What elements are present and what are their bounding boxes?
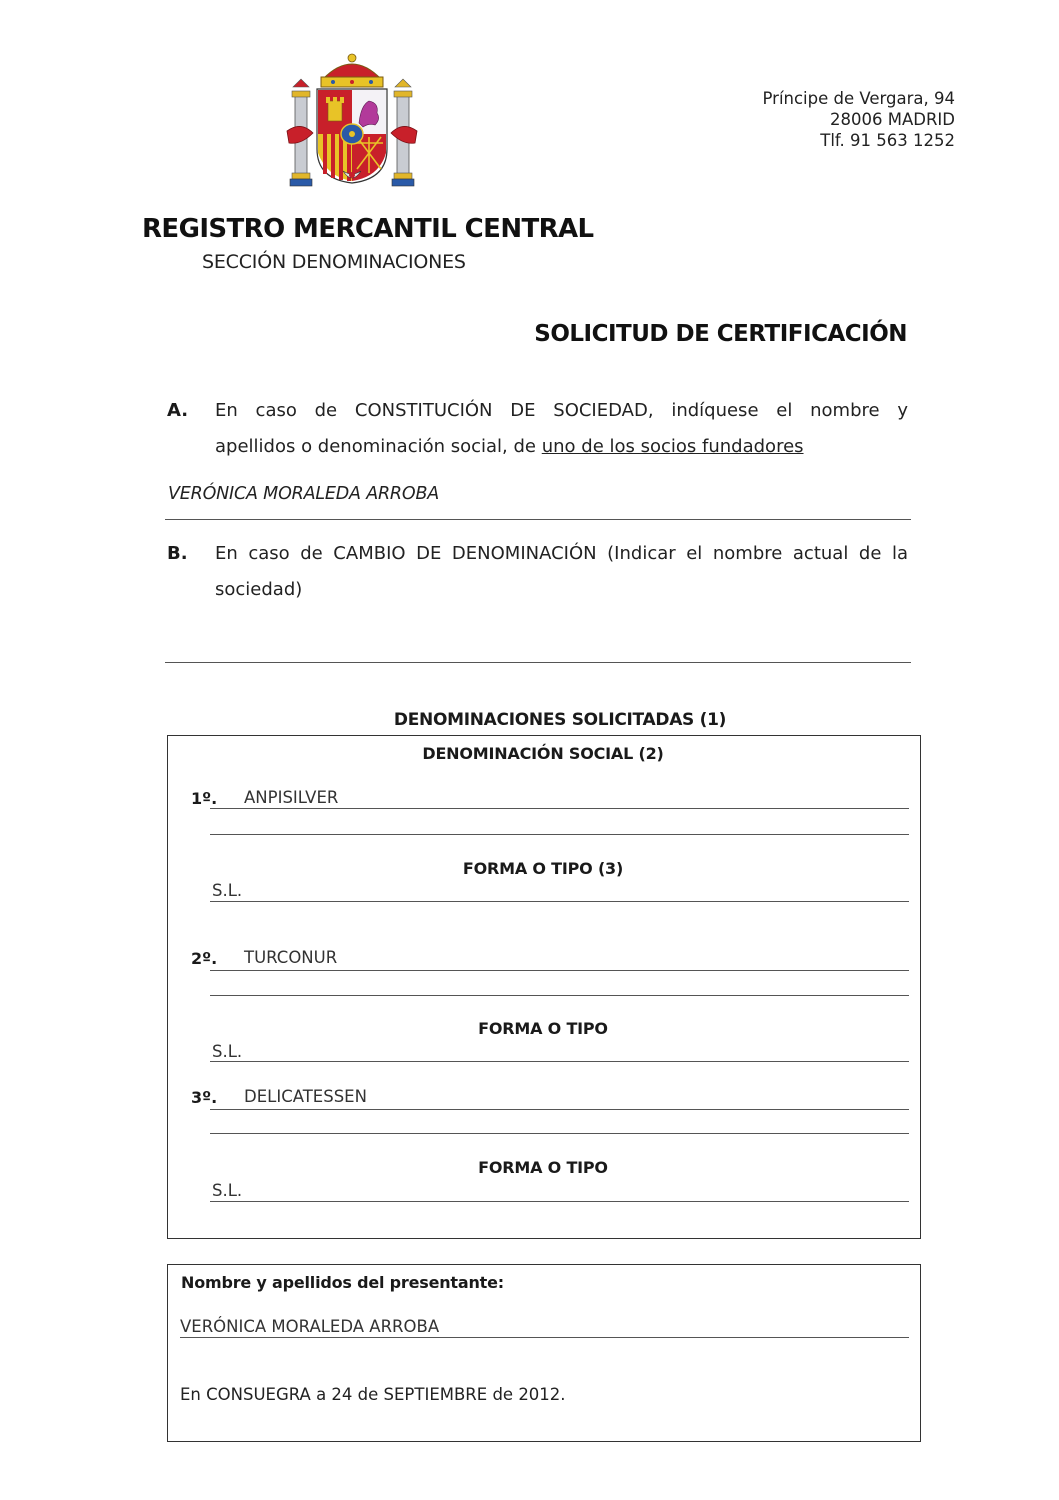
section-a-line2-prefix: apellidos o denominación social, de bbox=[215, 436, 542, 457]
section-a-line1: En caso de CONSTITUCIÓN DE SOCIEDAD, indíquese el nombre y bbox=[215, 400, 908, 421]
entry-2-name-field[interactable]: TURCONUR bbox=[244, 948, 338, 967]
entry-1-extra-line bbox=[210, 834, 909, 835]
presenter-name-line bbox=[180, 1337, 909, 1338]
entry-1-name-field[interactable]: ANPISILVER bbox=[244, 788, 339, 807]
founder-name-field[interactable]: VERÓNICA MORALEDA ARROBA bbox=[168, 484, 440, 504]
entry-2-form-label: FORMA O TIPO bbox=[478, 1019, 608, 1038]
entry-1-form-line bbox=[210, 901, 909, 902]
current-name-field[interactable] bbox=[168, 630, 908, 654]
section-a-divider bbox=[165, 519, 911, 520]
entry-1-form-field[interactable]: S.L. bbox=[212, 881, 243, 900]
entry-2-number: 2º. bbox=[191, 949, 218, 968]
presenter-label: Nombre y apellidos del presentante: bbox=[181, 1273, 504, 1292]
address-block bbox=[763, 88, 956, 151]
entry-3-number: 3º. bbox=[191, 1088, 218, 1107]
section-a-letter: A. bbox=[167, 400, 189, 421]
entry-2-name-line bbox=[210, 970, 909, 971]
coat-of-arms-emblem bbox=[283, 53, 421, 189]
section-b-text bbox=[215, 536, 908, 608]
entry-3-form-label: FORMA O TIPO bbox=[478, 1158, 608, 1177]
registry-title: REGISTRO MERCANTIL CENTRAL bbox=[142, 214, 594, 244]
entry-2-form-line bbox=[210, 1061, 909, 1062]
address-phone: Tlf. 91 563 1252 bbox=[820, 131, 955, 150]
entry-1-number: 1º. bbox=[191, 789, 218, 808]
crown-icon bbox=[321, 54, 383, 87]
section-a-line2 bbox=[215, 429, 908, 465]
entry-1-name-line bbox=[210, 808, 909, 809]
place-date-text: En CONSUEGRA a 24 de SEPTIEMBRE de 2012. bbox=[180, 1385, 566, 1404]
address-city: 28006 MADRID bbox=[830, 110, 955, 129]
names-subheading: DENOMINACIÓN SOCIAL (2) bbox=[422, 744, 664, 763]
entry-1-form-label: FORMA O TIPO (3) bbox=[462, 859, 624, 878]
section-a-text bbox=[215, 393, 908, 465]
document-title: SOLICITUD DE CERTIFICACIÓN bbox=[534, 321, 907, 347]
entry-3-form-line bbox=[210, 1201, 909, 1202]
names-heading: DENOMINACIONES SOLICITADAS (1) bbox=[393, 710, 727, 730]
section-a-underlined: uno de los socios fundadores bbox=[541, 436, 804, 457]
section-b-line1: En caso de CAMBIO DE DENOMINACIÓN (Indicar el nombre actual de la bbox=[215, 543, 908, 564]
entry-3-extra-line bbox=[210, 1133, 909, 1134]
entry-3-form-field[interactable]: S.L. bbox=[212, 1181, 243, 1200]
section-b-line2: sociedad) bbox=[215, 579, 303, 600]
entry-3-name-line bbox=[210, 1109, 909, 1110]
entry-3-name-field[interactable]: DELICATESSEN bbox=[244, 1087, 367, 1106]
shield-icon bbox=[317, 89, 387, 183]
entry-2-form-field[interactable]: S.L. bbox=[212, 1042, 243, 1061]
presenter-name-field[interactable]: VERÓNICA MORALEDA ARROBA bbox=[180, 1317, 440, 1336]
address-street: Príncipe de Vergara, 94 bbox=[762, 89, 955, 108]
registry-subtitle: SECCIÓN DENOMINACIONES bbox=[202, 251, 466, 273]
section-b-divider bbox=[165, 662, 911, 663]
entry-2-extra-line bbox=[210, 995, 909, 996]
section-b-letter: B. bbox=[167, 543, 188, 564]
